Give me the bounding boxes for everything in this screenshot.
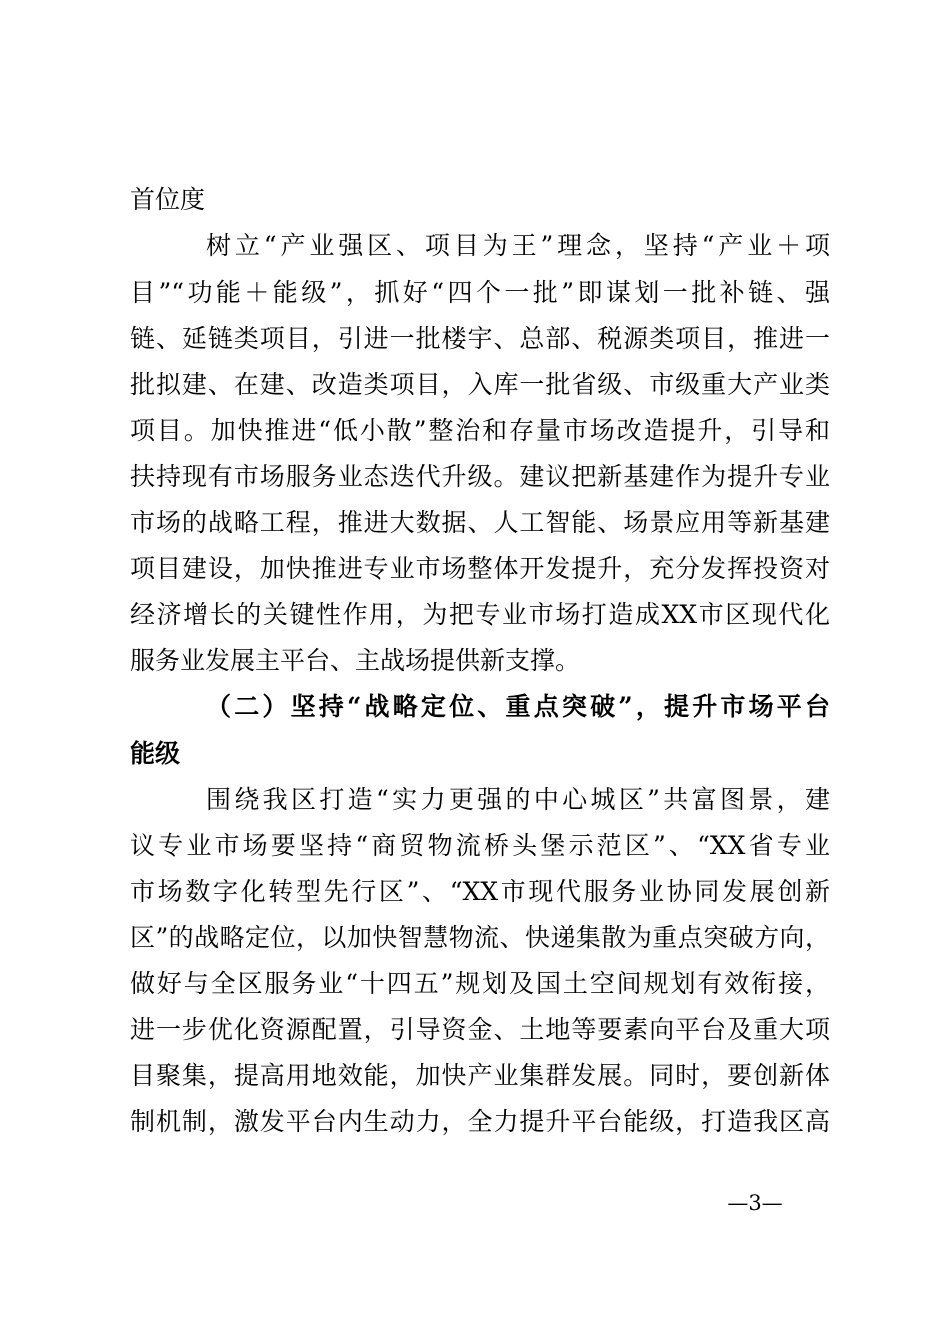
paragraph-first-line: 围绕我区打造“实力更强的中心城区”共富图景，建 (206, 785, 830, 814)
body-line: 首位度 (130, 185, 206, 214)
page-number: —3— (727, 1191, 783, 1215)
body-line: 批拟建、在建、改造类项目，入库一批省级、市级重大产业类 (130, 370, 830, 399)
section-heading-continuation: 能级 (130, 739, 181, 768)
body-line: 市场数字化转型先行区”、“XX市现代服务业协同发展创新 (130, 877, 830, 906)
body-line: 项目建设，加快推进专业市场整体开发提升，充分发挥投资对 (130, 554, 830, 583)
body-line: 市场的战略工程，推进大数据、人工智能、场景应用等新基建 (130, 508, 830, 537)
body-line: 进一步优化资源配置，引导资金、土地等要素向平台及重大项 (130, 1015, 830, 1044)
paragraph-first-line: 树立“产业强区、项目为王”理念，坚持“产业＋项 (206, 231, 830, 260)
body-line: 做好与全区服务业“十四五”规划及国土空间规划有效衔接， (130, 969, 830, 998)
body-line: 服务业发展主平台、主战场提供新支撑。 (130, 646, 581, 675)
body-line: 链、延链类项目，引进一批楼宇、总部、税源类项目，推进一 (130, 324, 830, 353)
body-line: 经济增长的关键性作用，为把专业市场打造成XX市区现代化 (130, 600, 830, 629)
body-line: 制机制，激发平台内生动力，全力提升平台能级，打造我区高 (130, 1107, 830, 1136)
body-line: 议专业市场要坚持“商贸物流桥头堡示范区”、“XX省专业 (130, 831, 830, 860)
body-line: 目聚集，提高用地效能，加快产业集群发展。同时，要创新体 (130, 1061, 830, 1090)
body-line: 区”的战略定位，以加快智慧物流、快递集散为重点突破方向， (130, 923, 830, 952)
body-line: 项目。加快推进“低小散”整治和存量市场改造提升，引导和 (130, 416, 830, 445)
body-line: 扶持现有市场服务业态迭代升级。建议把新基建作为提升专业 (130, 462, 830, 491)
body-line: 目”“功能＋能级”，抓好“四个一批”即谋划一批补链、强 (130, 278, 830, 307)
section-heading: （二）坚持“战略定位、重点突破”，提升市场平台 (206, 692, 830, 721)
